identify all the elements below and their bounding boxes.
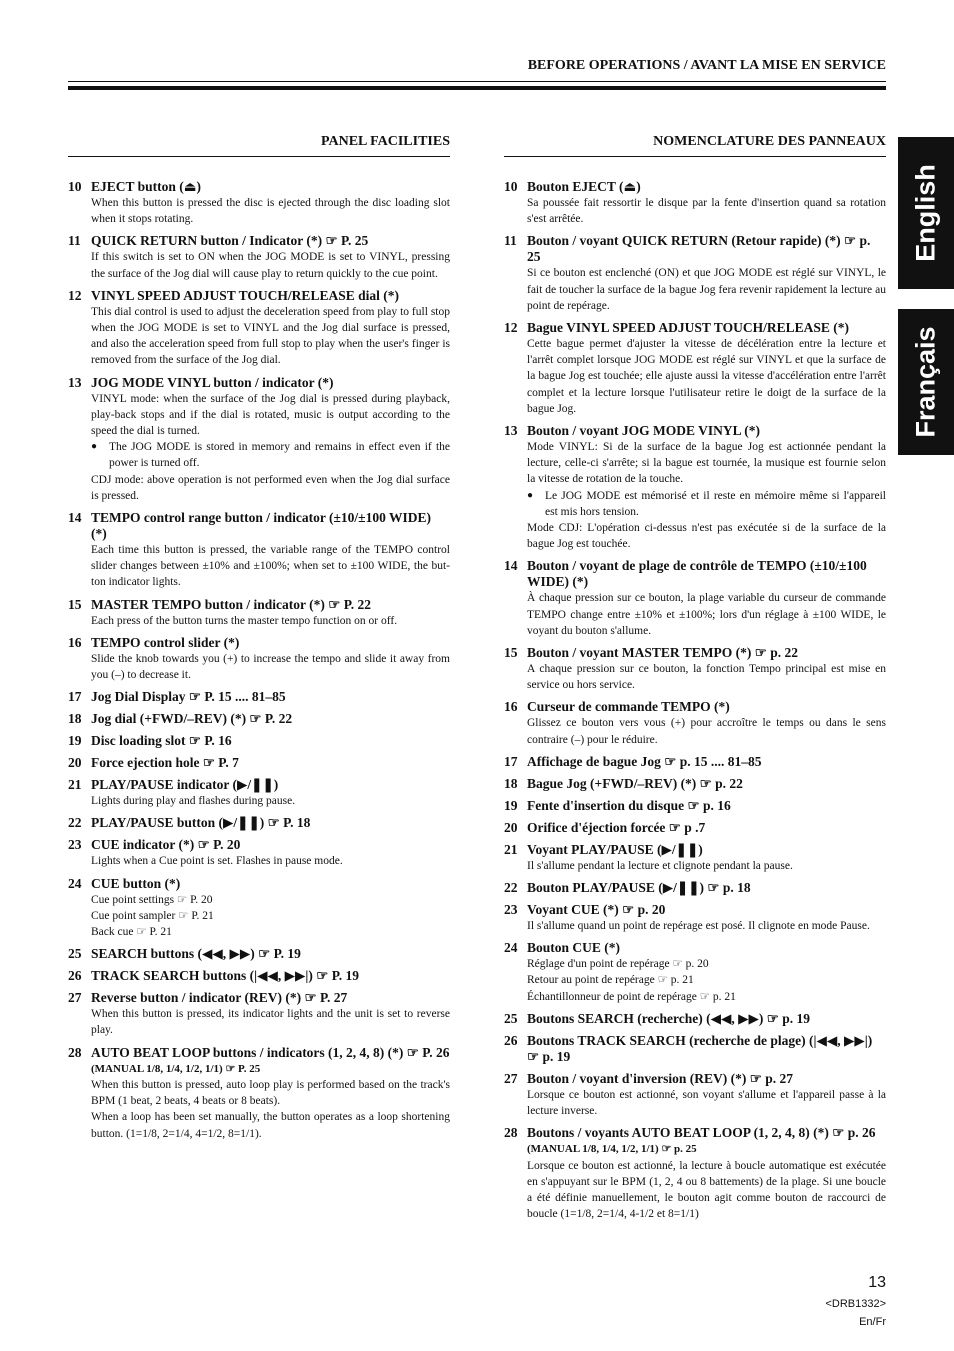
- item-number: 13: [504, 423, 518, 439]
- list-item: [68, 375, 450, 504]
- reference-line: Échantillonneur de point de repérage ☞ p. 21: [527, 990, 736, 1003]
- item-title: JOG MODE VINYL button / indicator (*): [91, 374, 334, 390]
- section-title-en: PANEL FACILITIES: [68, 134, 450, 157]
- list-item: [68, 876, 450, 941]
- item-list-en: [68, 179, 450, 1142]
- list-item: [68, 837, 450, 869]
- item-number: 23: [68, 837, 82, 853]
- item-description: [504, 590, 886, 639]
- item-heading: [68, 288, 450, 304]
- item-description: [68, 853, 450, 869]
- item-heading: [504, 880, 886, 896]
- item-heading: [68, 711, 450, 727]
- item-description: [504, 1158, 886, 1223]
- item-heading: [504, 233, 886, 265]
- item-heading: [504, 842, 886, 858]
- item-heading: [68, 837, 450, 853]
- item-title: Boutons / voyants AUTO BEAT LOOP (1, 2, 4, 8) (*) ☞ p. 26: [527, 1125, 876, 1141]
- item-heading: [68, 777, 450, 793]
- description-paragraph: Cette bague permet d'ajuster la vitesse de décélération entre la lecture et l'arrêt complet lorsque JOG MODE est réglé sur VINYL et que la surface de la bague Jog est touchée; elle ajuste aussi la vitesse d'accélération entre l'arrêt complet et la lecture lorsque l'utilisateur retire le doigt de la surface de la bague Jog.: [527, 338, 886, 415]
- item-title: Bouton PLAY/PAUSE (▶/❚❚) ☞ p. 18: [527, 880, 751, 896]
- list-item: [68, 597, 450, 629]
- list-item: [504, 1125, 886, 1222]
- item-number: 25: [68, 946, 82, 962]
- item-number: 20: [504, 819, 518, 835]
- item-note: [68, 439, 450, 471]
- bullet-note: ● The JOG MODE is stored in memory and remains in effect even if the power is turned off.: [91, 439, 450, 471]
- item-number: 12: [68, 287, 82, 303]
- list-item: [504, 820, 886, 836]
- tab-english[interactable]: [898, 137, 954, 289]
- item-heading: [504, 179, 886, 195]
- description-paragraph: Slide the knob towards you (+) to increase the tempo and slide it away from you (–) to decrease it.: [91, 652, 450, 682]
- item-number: 16: [504, 699, 518, 715]
- item-number: 20: [68, 755, 82, 771]
- reference-line: Réglage d'un point de repérage ☞ p. 20: [527, 958, 709, 971]
- item-description: [68, 304, 450, 369]
- description-paragraph: VINYL mode: when the surface of the Jog dial is pressed during playback, play-back stops and if the dial is rotated, music is output according to the speed the dial is turned.: [91, 392, 450, 438]
- item-title: PLAY/PAUSE button (▶/❚❚) ☞ P. 18: [91, 815, 311, 831]
- description-paragraph: Lorsque ce bouton est actionné, la lecture à boucle automatique est exécutée en s'appuyant sur le BPM (1, 2, 4 ou 8 battements) de la plage. Si une boucle a été définie manuellement, le bouton agit comme bouton de raccourci de boucle (1=1/8, 2=1/4, 4-1/2 et 8=1/1): [527, 1159, 886, 1221]
- header-rule-thick: [68, 86, 886, 90]
- reference-line: Back cue ☞ P. 21: [91, 926, 172, 939]
- item-heading: [68, 990, 450, 1006]
- item-subheading: (MANUAL 1/8, 1/4, 1/2, 1/1) ☞ P. 25: [91, 1062, 261, 1075]
- item-number: 24: [68, 875, 82, 891]
- item-list-fr: [504, 179, 886, 1222]
- item-title: VINYL SPEED ADJUST TOUCH/RELEASE dial (*): [91, 287, 399, 303]
- item-number: 27: [504, 1070, 518, 1086]
- item-title: PLAY/PAUSE indicator (▶/❚❚): [91, 777, 279, 793]
- item-title: Orifice d'éjection forcée ☞ p .7: [527, 819, 706, 835]
- item-heading: [68, 755, 450, 771]
- description-paragraph: When this button is pressed, its indicator lights and the unit is set to reverse play.: [91, 1008, 450, 1037]
- item-title: Jog Dial Display ☞ P. 15 .... 81–85: [91, 689, 286, 705]
- list-item: [504, 842, 886, 874]
- item-title: Voyant CUE (*) ☞ p. 20: [527, 902, 666, 918]
- item-heading: [504, 798, 886, 814]
- item-title: Curseur de commande TEMPO (*): [527, 699, 730, 715]
- item-number: 17: [68, 689, 82, 705]
- item-description: [68, 651, 450, 683]
- list-item: [504, 1071, 886, 1119]
- item-title: Bague VINYL SPEED ADJUST TOUCH/RELEASE (*): [527, 320, 849, 336]
- item-title: QUICK RETURN button / Indicator (*) ☞ P. 25: [91, 233, 369, 249]
- item-description: [504, 195, 886, 227]
- item-note: [504, 488, 886, 520]
- item-heading: [68, 233, 450, 249]
- description-paragraph: When this button is pressed the disc is ejected through the disc loading slot when it stops rotating.: [91, 197, 450, 226]
- item-title: Boutons SEARCH (recherche) (◀◀, ▶▶) ☞ p. 19: [527, 1010, 810, 1026]
- list-item: [68, 711, 450, 727]
- item-heading: [504, 820, 886, 836]
- description-paragraph: If this switch is set to ON when the JOG MODE is set to VINYL, pressing the surface of the Jog dial will cause play to return quickly to the cue point.: [91, 251, 450, 280]
- item-title: Bague Jog (+FWD/–REV) (*) ☞ p. 22: [527, 775, 743, 791]
- item-number: 21: [504, 841, 518, 857]
- item-heading: [504, 320, 886, 336]
- item-heading: [68, 968, 450, 984]
- item-heading: [68, 375, 450, 391]
- item-heading: [68, 635, 450, 651]
- item-heading: [504, 776, 886, 792]
- item-number: 23: [504, 902, 518, 918]
- list-item: [68, 179, 450, 227]
- item-title: TRACK SEARCH buttons (|◀◀, ▶▶|) ☞ P. 19: [91, 968, 359, 984]
- list-item: [504, 558, 886, 639]
- item-number: 10: [504, 179, 518, 194]
- item-heading: [68, 733, 450, 749]
- item-title: AUTO BEAT LOOP buttons / indicators (1, 2, 4, 8) (*) ☞ P. 26: [91, 1044, 450, 1060]
- item-number: 22: [68, 815, 82, 831]
- item-description: [504, 439, 886, 488]
- list-item: [68, 689, 450, 705]
- item-description: [68, 391, 450, 440]
- item-heading: [68, 597, 450, 613]
- list-item: [504, 902, 886, 934]
- list-item: [504, 798, 886, 814]
- item-heading: [68, 689, 450, 705]
- item-title: Bouton / voyant MASTER TEMPO (*) ☞ p. 22: [527, 645, 799, 661]
- item-description: [504, 265, 886, 314]
- item-title: MASTER TEMPO button / indicator (*) ☞ P. 22: [91, 596, 372, 612]
- item-heading: [504, 940, 886, 956]
- description-paragraph: Sa poussée fait ressortir le disque par la fente d'insertion quand sa rotation s'est arrêtée.: [527, 197, 886, 226]
- description-paragraph: Si ce bouton est enclenché (ON) et que JOG MODE est réglé sur VINYL, le fait de toucher la surface de la bague Jog fera revenir rapidement la lecture au point de repérage.: [527, 267, 886, 312]
- list-item: [504, 754, 886, 770]
- item-title: Reverse button / indicator (REV) (*) ☞ P. 27: [91, 990, 348, 1006]
- item-title: Force ejection hole ☞ P. 7: [91, 755, 239, 771]
- item-title: Boutons TRACK SEARCH (recherche de plage) (|◀◀, ▶▶|) ☞ p. 19: [527, 1032, 873, 1064]
- item-heading: [68, 1045, 450, 1061]
- list-item: [68, 635, 450, 683]
- list-item: [68, 510, 450, 591]
- english-column: [68, 134, 450, 1148]
- item-description: [504, 858, 886, 874]
- list-item: [504, 1011, 886, 1027]
- french-column: [504, 134, 886, 1228]
- item-title: Fente d'insertion du disque ☞ p. 16: [527, 797, 731, 813]
- description-paragraph: Mode CDJ: L'opération ci-dessus n'est pas exécutée si de la surface de la bague Jog est touchée.: [527, 522, 886, 551]
- item-heading: [504, 1011, 886, 1027]
- item-heading: [504, 645, 886, 661]
- section-title-fr: NOMENCLATURE DES PANNEAUX: [504, 134, 886, 157]
- description-paragraph: Each time this button is pressed, the variable range of the TEMPO control slider changes between ±10% and ±100%; when set to ±100 WIDE, the but-ton indicator lights.: [91, 544, 450, 589]
- item-description-extra: [68, 472, 450, 504]
- item-number: 12: [504, 320, 518, 336]
- item-number: 11: [504, 233, 517, 249]
- header-rule-thin: [68, 81, 886, 82]
- item-description: [504, 715, 886, 747]
- item-heading: [68, 946, 450, 962]
- item-description-extra: [504, 520, 886, 552]
- list-item: [68, 777, 450, 809]
- description-paragraph: A chaque pression sur ce bouton, la fonction Tempo principal est mise en service ou hors service.: [527, 663, 886, 692]
- description-paragraph: À chaque pression sur ce bouton, la plage variable du curseur de commande TEMPO change entre ±10% et ±100%; lors d'un réglage à ±100 WIDE, le voyant du bouton s'allume.: [527, 592, 886, 637]
- list-item: [504, 699, 886, 747]
- list-item: [68, 946, 450, 962]
- item-title: Bouton / voyant QUICK RETURN (Retour rapide) (*) ☞ p. 25: [527, 233, 871, 265]
- list-item: [68, 1045, 450, 1142]
- item-heading: [68, 876, 450, 892]
- item-heading: [504, 754, 886, 770]
- item-number: 18: [68, 711, 82, 727]
- item-heading: [504, 699, 886, 715]
- item-heading: [504, 1033, 886, 1065]
- description-paragraph: When a loop has been set manually, the button operates as a loop shortening button. (1=1/8, 2=1/4, 4=1/2, 8=1/1).: [91, 1111, 450, 1140]
- item-number: 15: [504, 645, 518, 661]
- item-heading: [504, 1071, 886, 1087]
- item-description: [504, 918, 886, 934]
- language-code: En/Fr: [859, 1316, 886, 1328]
- description-paragraph: Lights during play and flashes during pause.: [91, 795, 296, 808]
- item-title: Disc loading slot ☞ P. 16: [91, 733, 232, 749]
- item-title: Affichage de bague Jog ☞ p. 15 .... 81–85: [527, 753, 762, 769]
- document-code: <DRB1332>: [825, 1298, 886, 1310]
- item-number: 19: [504, 797, 518, 813]
- tab-francais[interactable]: [898, 309, 954, 455]
- tab-francais-label: Français: [910, 326, 941, 438]
- item-title: CUE button (*): [91, 875, 181, 891]
- page-number: 13: [868, 1274, 886, 1291]
- item-number: 13: [68, 374, 82, 390]
- item-number: 15: [68, 596, 82, 612]
- item-number: 16: [68, 634, 82, 650]
- list-item: [504, 940, 886, 1005]
- item-description: [68, 195, 450, 227]
- item-title: Bouton EJECT (⏏): [527, 179, 641, 194]
- list-item: [68, 990, 450, 1038]
- description-paragraph: This dial control is used to adjust the deceleration speed from play to full stop when the JOG MODE is set to VINYL and the Jog dial surface is pressed, and also the acceleration speed from full stop to play when the user's finger is removed from the surface of the Jog dial.: [91, 305, 450, 367]
- item-number: 10: [68, 179, 82, 194]
- list-item: [68, 815, 450, 831]
- item-number: 28: [68, 1044, 82, 1060]
- item-number: 21: [68, 777, 82, 793]
- item-heading: [504, 423, 886, 439]
- item-title: EJECT button (⏏): [91, 179, 202, 194]
- reference-line: Retour au point de repérage ☞ p. 21: [527, 974, 694, 987]
- item-title: Jog dial (+FWD/–REV) (*) ☞ P. 22: [91, 711, 293, 727]
- item-number: 14: [68, 510, 82, 526]
- item-number: 28: [504, 1125, 518, 1141]
- item-description: [504, 1087, 886, 1119]
- description-paragraph: Glissez ce bouton vers vous (+) pour accroître le temps ou dans le sens contraire (–) pour le réduire.: [527, 717, 886, 746]
- item-heading: [504, 1125, 886, 1141]
- item-number: 19: [68, 733, 82, 749]
- list-item: [68, 288, 450, 369]
- item-title: CUE indicator (*) ☞ P. 20: [91, 837, 241, 853]
- item-title: SEARCH buttons (◀◀, ▶▶) ☞ P. 19: [91, 946, 301, 962]
- item-description: [504, 336, 886, 417]
- item-number: 26: [68, 968, 82, 984]
- item-description: [68, 1006, 450, 1038]
- item-heading: [68, 179, 450, 195]
- list-item: [504, 880, 886, 896]
- list-item: [68, 755, 450, 771]
- item-heading: [504, 902, 886, 918]
- list-item: [504, 776, 886, 792]
- item-description: [68, 793, 450, 809]
- list-item: [504, 1033, 886, 1065]
- description-paragraph: When this button is pressed, auto loop play is performed based on the track's BPM (1 beat, 2 beats, 4 beats or 8 beats).: [91, 1078, 450, 1108]
- item-number: 17: [504, 753, 518, 769]
- item-number: 11: [68, 233, 81, 249]
- item-description: [68, 249, 450, 281]
- tab-english-label: English: [910, 164, 941, 262]
- description-paragraph: CDJ mode: above operation is not performed even when the Jog dial surface is pressed.: [91, 473, 450, 502]
- list-item: [504, 423, 886, 552]
- description-paragraph: Lorsque ce bouton est actionné, son voyant s'allume et l'appareil passe à la lecture inverse.: [527, 1088, 886, 1118]
- item-title: TEMPO control slider (*): [91, 634, 240, 650]
- bullet-note: ● Le JOG MODE est mémorisé et il reste en mémoire même si l'appareil est mis hors tension.: [527, 488, 886, 520]
- item-number: 25: [504, 1010, 518, 1026]
- reference-line: Cue point sampler ☞ P. 21: [91, 909, 214, 922]
- list-item: [504, 233, 886, 314]
- description-paragraph: Lights when a Cue point is set. Flashes in pause mode.: [91, 855, 343, 868]
- item-description: [68, 542, 450, 591]
- item-title: Voyant PLAY/PAUSE (▶/❚❚): [527, 841, 703, 857]
- list-item: [68, 968, 450, 984]
- description-paragraph: Each press of the button turns the master tempo function on or off.: [91, 614, 398, 627]
- item-subheading: (MANUAL 1/8, 1/4, 1/2, 1/1) ☞ p. 25: [527, 1143, 697, 1156]
- item-title: Bouton CUE (*): [527, 940, 621, 956]
- item-heading: [504, 558, 886, 590]
- item-description: [68, 613, 450, 629]
- item-number: 14: [504, 558, 518, 574]
- item-heading: [68, 510, 450, 542]
- running-header: BEFORE OPERATIONS / AVANT LA MISE EN SERVICE: [527, 58, 886, 73]
- description-paragraph: Il s'allume pendant la lecture et clignote pendant la pause.: [527, 859, 793, 872]
- item-number: 26: [504, 1032, 518, 1048]
- list-item: [504, 179, 886, 227]
- item-description: [504, 661, 886, 693]
- item-number: 27: [68, 990, 82, 1006]
- list-item: [68, 733, 450, 749]
- list-item: [504, 645, 886, 693]
- item-title: Bouton / voyant JOG MODE VINYL (*): [527, 423, 761, 439]
- item-number: 22: [504, 880, 518, 896]
- item-number: 24: [504, 940, 518, 956]
- item-number: 18: [504, 775, 518, 791]
- description-paragraph: Il s'allume quand un point de repérage est posé. Il clignote en mode Pause.: [527, 920, 870, 933]
- list-item: [504, 320, 886, 417]
- description-paragraph: Mode VINYL: Si de la surface de la bague Jog est actionnée pendant la lecture, celle-ci s'arrête; si la bague est tournée, la musique est fournie selon la vitesse de rotation de la touche.: [527, 441, 886, 486]
- item-reference-lines: [68, 892, 450, 941]
- list-item: [68, 233, 450, 281]
- item-reference-lines: [504, 956, 886, 1005]
- reference-line: Cue point settings ☞ P. 20: [91, 893, 213, 906]
- item-description: [68, 1077, 450, 1142]
- item-title: Bouton / voyant d'inversion (REV) (*) ☞ p. 27: [527, 1070, 794, 1086]
- item-heading: [68, 815, 450, 831]
- item-title: Bouton / voyant de plage de contrôle de TEMPO (±10/±100 WIDE) (*): [527, 558, 867, 590]
- item-title: TEMPO control range button / indicator (±10/±100 WIDE) (*): [91, 510, 431, 542]
